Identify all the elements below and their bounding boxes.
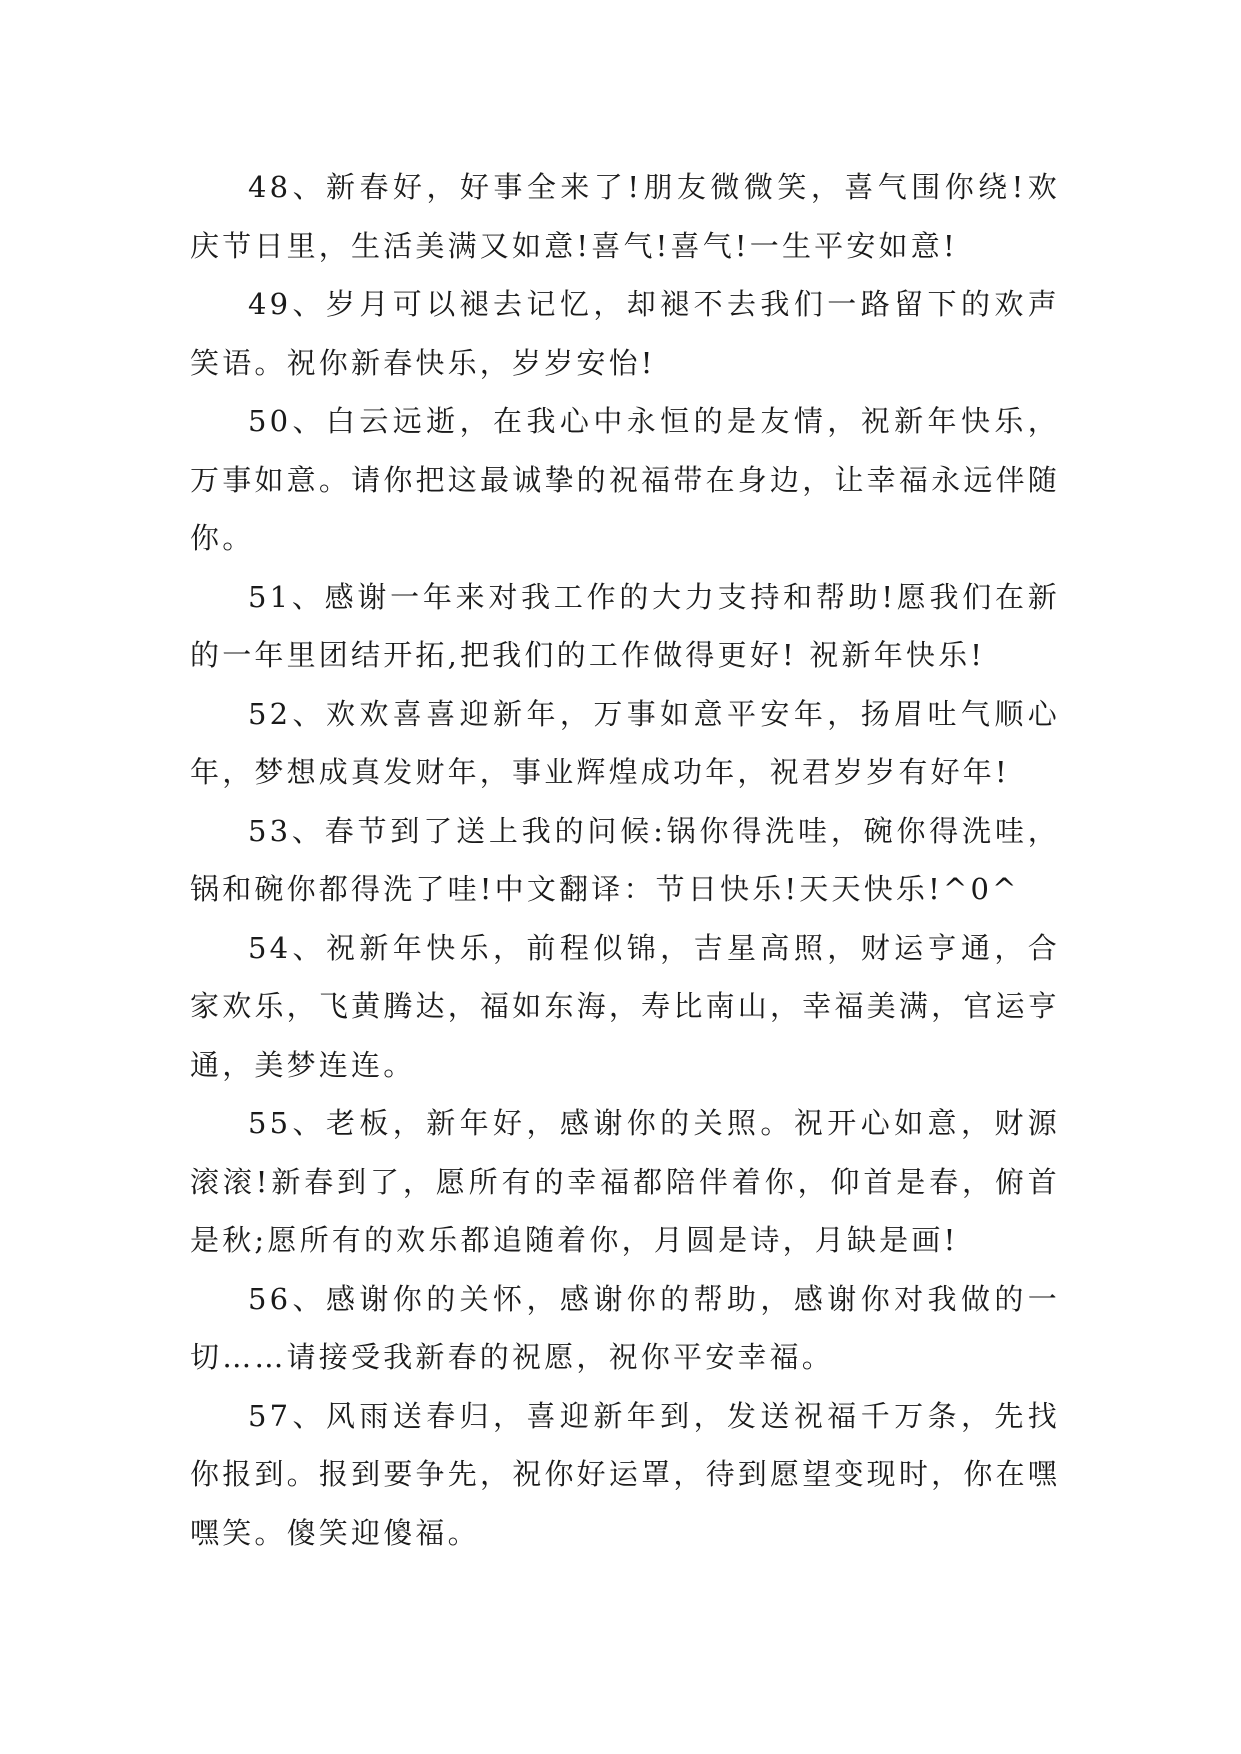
paragraph-54: 54、祝新年快乐，前程似锦，吉星高照，财运亨通，合家欢乐，飞黄腾达，福如东海，寿比南山，幸福美满，官运亨通，美梦连连。 (190, 930, 1060, 1082)
paragraph-55: 55、老板，新年好，感谢你的关照。祝开心如意，财源滚滚!新春到了，愿所有的幸福都陪伴着你，仰首是春，俯首是秋;愿所有的欢乐都追随着你，月圆是诗，月缺是画! (190, 1106, 1060, 1257)
paragraph-51: 51、感谢一年来对我工作的大力支持和帮助!愿我们在新的一年里团结开拓,把我们的工作做得更好! 祝新年快乐! (190, 579, 1060, 672)
paragraph-50: 50、白云远逝，在我心中永恒的是友情，祝新年快乐，万事如意。请你把这最诚挚的祝福带在身边，让幸福永远伴随你。 (190, 404, 1060, 555)
paragraph-49: 49、岁月可以褪去记忆，却褪不去我们一路留下的欢声笑语。祝你新春快乐，岁岁安怡! (190, 287, 1060, 380)
paragraph-56: 56、感谢你的关怀，感谢你的帮助，感谢你对我做的一切……请接受我新春的祝愿，祝你平安幸福。 (190, 1281, 1060, 1374)
paragraph-57: 57、风雨送春归，喜迎新年到，发送祝福千万条，先找你报到。报到要争先，祝你好运罩，待到愿望变现时，你在嘿嘿笑。傻笑迎傻福。 (190, 1398, 1060, 1550)
paragraph-53: 53、春节到了送上我的问候:锅你得洗哇，碗你得洗哇，锅和碗你都得洗了哇!中文翻译：节日快乐!天天快乐!^0^ (190, 813, 1060, 906)
paragraph-52: 52、欢欢喜喜迎新年，万事如意平安年，扬眉吐气顺心年，梦想成真发财年，事业辉煌成功年，祝君岁岁有好年! (190, 696, 1060, 789)
document-page (190, 158, 1060, 1562)
paragraph-48: 48、新春好，好事全来了!朋友微微笑，喜气围你绕!欢庆节日里，生活美满又如意!喜气!喜气!一生平安如意! (190, 170, 1060, 263)
